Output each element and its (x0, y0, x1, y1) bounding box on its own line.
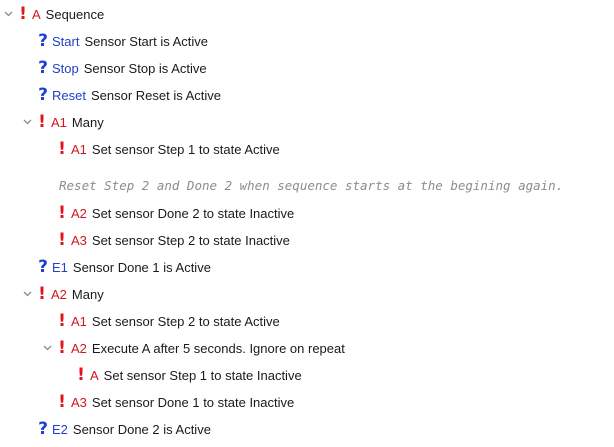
action-node[interactable] (57, 203, 294, 223)
node-text: Sensor Done 1 is Active (72, 259, 211, 275)
node-id: A1 (51, 114, 67, 130)
tree-row-a3-set-step2[interactable] (0, 230, 614, 250)
condition-icon: ? (38, 419, 48, 439)
chevron-down-icon[interactable] (2, 4, 14, 24)
node-text: Sensor Done 2 is Active (72, 421, 211, 437)
tree-row-root[interactable] (0, 4, 614, 24)
action-icon: ! (58, 311, 66, 331)
node-text: Set sensor Step 2 to state Inactive (91, 232, 290, 248)
node-id: A1 (71, 313, 87, 329)
action-icon: ! (19, 4, 27, 24)
action-icon: ! (58, 338, 66, 358)
condition-node[interactable] (38, 419, 211, 439)
node-id: A3 (71, 394, 87, 410)
condition-node[interactable] (38, 58, 207, 78)
condition-node[interactable] (38, 85, 221, 105)
node-text: Many (71, 286, 104, 302)
tree-row-cond-e2[interactable] (0, 419, 614, 439)
action-icon: ! (58, 203, 66, 223)
action-icon: ! (58, 392, 66, 412)
tree-row-a2-group[interactable] (0, 284, 614, 304)
condition-node[interactable] (38, 257, 211, 277)
action-node[interactable] (57, 311, 280, 331)
condition-node[interactable] (38, 31, 208, 51)
condition-icon: ? (38, 58, 48, 78)
action-node[interactable] (37, 284, 104, 304)
node-id: A2 (51, 286, 67, 302)
tree-row-a2-execute[interactable] (0, 338, 614, 358)
node-id: A (32, 6, 41, 22)
node-text: Set sensor Done 1 to state Inactive (91, 394, 295, 410)
condition-icon: ? (38, 85, 48, 105)
tree-row-a1-set-step2[interactable] (0, 311, 614, 331)
action-icon: ! (38, 112, 46, 132)
action-icon: ! (77, 365, 85, 385)
node-text: Set sensor Step 2 to state Active (91, 313, 280, 329)
action-node[interactable] (76, 365, 302, 385)
comment-text[interactable]: Reset Step 2 and Done 2 when sequence starts at the begining again. (59, 178, 564, 193)
action-node[interactable] (57, 392, 294, 412)
tree-row-cond-reset[interactable] (0, 85, 614, 105)
tree-row-a1-set-step1[interactable] (0, 139, 614, 159)
node-text: Execute A after 5 seconds. Ignore on repeat (91, 340, 345, 356)
action-icon: ! (38, 284, 46, 304)
tree-row-cond-e1[interactable] (0, 257, 614, 277)
chevron-down-icon[interactable] (41, 338, 53, 358)
chevron-down-icon[interactable] (21, 112, 33, 132)
node-text: Sensor Stop is Active (83, 60, 207, 76)
node-id: A1 (71, 141, 87, 157)
action-node[interactable] (57, 230, 290, 250)
condition-icon: ? (38, 31, 48, 51)
node-id: A2 (71, 340, 87, 356)
node-id: Reset (52, 87, 86, 103)
node-id: Start (52, 33, 80, 49)
tree-row-a3-set-done1[interactable] (0, 392, 614, 412)
node-text: Sequence (45, 6, 105, 22)
node-id: A (90, 367, 99, 383)
action-node[interactable] (57, 139, 280, 159)
node-id: A3 (71, 232, 87, 248)
tree-row-a-set-step1[interactable] (0, 365, 614, 385)
action-icon: ! (58, 230, 66, 250)
condition-icon: ? (38, 257, 48, 277)
tree-row-cond-start[interactable] (0, 31, 614, 51)
tree-row-a2-set-done2[interactable] (0, 203, 614, 223)
node-id: E2 (52, 421, 68, 437)
chevron-down-icon[interactable] (21, 284, 33, 304)
tree-row-cond-stop[interactable] (0, 58, 614, 78)
node-text: Set sensor Done 2 to state Inactive (91, 205, 295, 221)
action-icon: ! (58, 139, 66, 159)
node-id: A2 (71, 205, 87, 221)
node-text: Many (71, 114, 104, 130)
node-id: E1 (52, 259, 68, 275)
action-node[interactable] (37, 112, 104, 132)
node-text: Set sensor Step 1 to state Inactive (103, 367, 302, 383)
node-text: Sensor Reset is Active (90, 87, 222, 103)
action-node[interactable] (57, 338, 345, 358)
node-text: Set sensor Step 1 to state Active (91, 141, 280, 157)
action-node[interactable] (18, 4, 104, 24)
tree-row-a1-group[interactable] (0, 112, 614, 132)
node-text: Sensor Start is Active (84, 33, 209, 49)
node-id: Stop (52, 60, 79, 76)
